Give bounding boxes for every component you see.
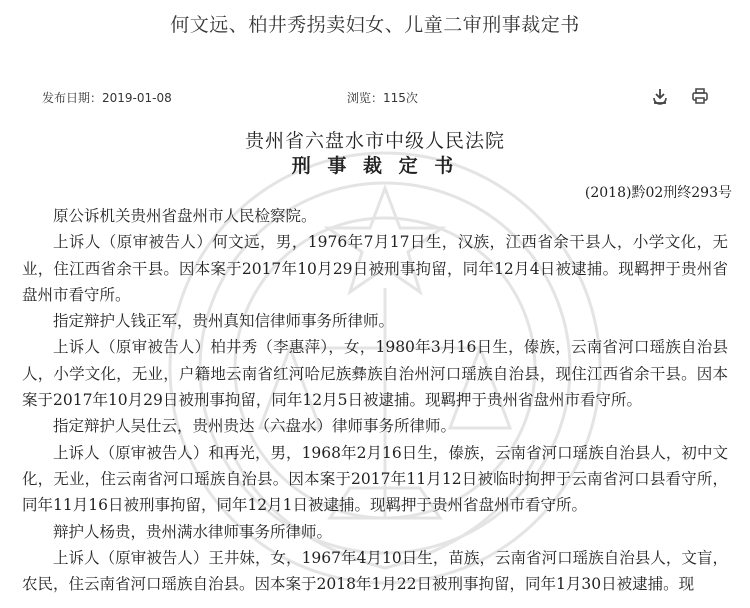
meta-bar xyxy=(42,86,720,108)
court-name: 贵州省六盘水市中级人民法院 xyxy=(244,130,505,152)
document-body xyxy=(22,203,728,597)
paragraph-appellant-1: 上诉人（原审被告人）何文远，男，1976年7月17日生，汉族，江西省余干县人，小学文化，无业，住江西省余干县。因本案于2017年10月29日被刑事拘留，同年12月4日被逮捕。现羁押于贵州省盘州市看守所。 xyxy=(22,233,728,304)
download-icon[interactable] xyxy=(650,86,670,106)
paragraph-defender-2: 指定辩护人吴仕云，贵州贵达（六盘水）律师事务所律师。 xyxy=(53,417,457,436)
document-type: 刑 事 裁 定 书 xyxy=(291,155,459,177)
view-count: 浏览：115次 xyxy=(347,91,418,105)
action-icons xyxy=(650,86,710,106)
paragraph-appellant-4: 上诉人（原审被告人）王井妹，女，1967年4月10日生，苗族，云南省河口瑶族自治县人，文盲，农民，住云南省河口瑶族自治县。因本案于2018年1月22日被刑事拘留，同年1月30日被逮捕。现 xyxy=(22,548,728,594)
publish-date: 发布日期：2019-01-08 xyxy=(42,91,172,105)
case-number: (2018)黔02刑终293号 xyxy=(584,185,732,201)
paragraph-appellant-2: 上诉人（原审被告人）柏井秀（李惠萍），女，1980年3月16日生，傣族，云南省河口瑶族自治县人，小学文化，无业，户籍地云南省红河哈尼族彝族自治州河口瑶族自治县，现住江西省余干县。因本案于2017年10月29日被刑事拘留，同年12月5日被逮捕。现羁押于贵州省盘州市看守所。 xyxy=(22,338,728,410)
print-icon[interactable] xyxy=(690,86,710,106)
paragraph-defender-1: 指定辩护人钱正军，贵州真知信律师事务所律师。 xyxy=(53,312,395,331)
paragraph-defender-3: 辩护人杨贵，贵州满水律师事务所律师。 xyxy=(53,522,333,541)
paragraph-appellant-3: 上诉人（原审被告人）和再光，男，1968年2月16日生，傣族，云南省河口瑶族自治县人，初中文化，无业，住云南省河口瑶族自治县。因本案于2017年11月12日被临时拘押于云南省河口县看守所，同年11月16日被刑事拘留，同年12月1日被逮捕。现羁押于贵州省盘州市看守所。 xyxy=(22,443,728,515)
document-title: 何文远、柏井秀拐卖妇女、儿童二审刑事裁定书 xyxy=(170,14,580,36)
paragraph-prosecutor: 原公诉机关贵州省盘州市人民检察院。 xyxy=(53,207,317,225)
